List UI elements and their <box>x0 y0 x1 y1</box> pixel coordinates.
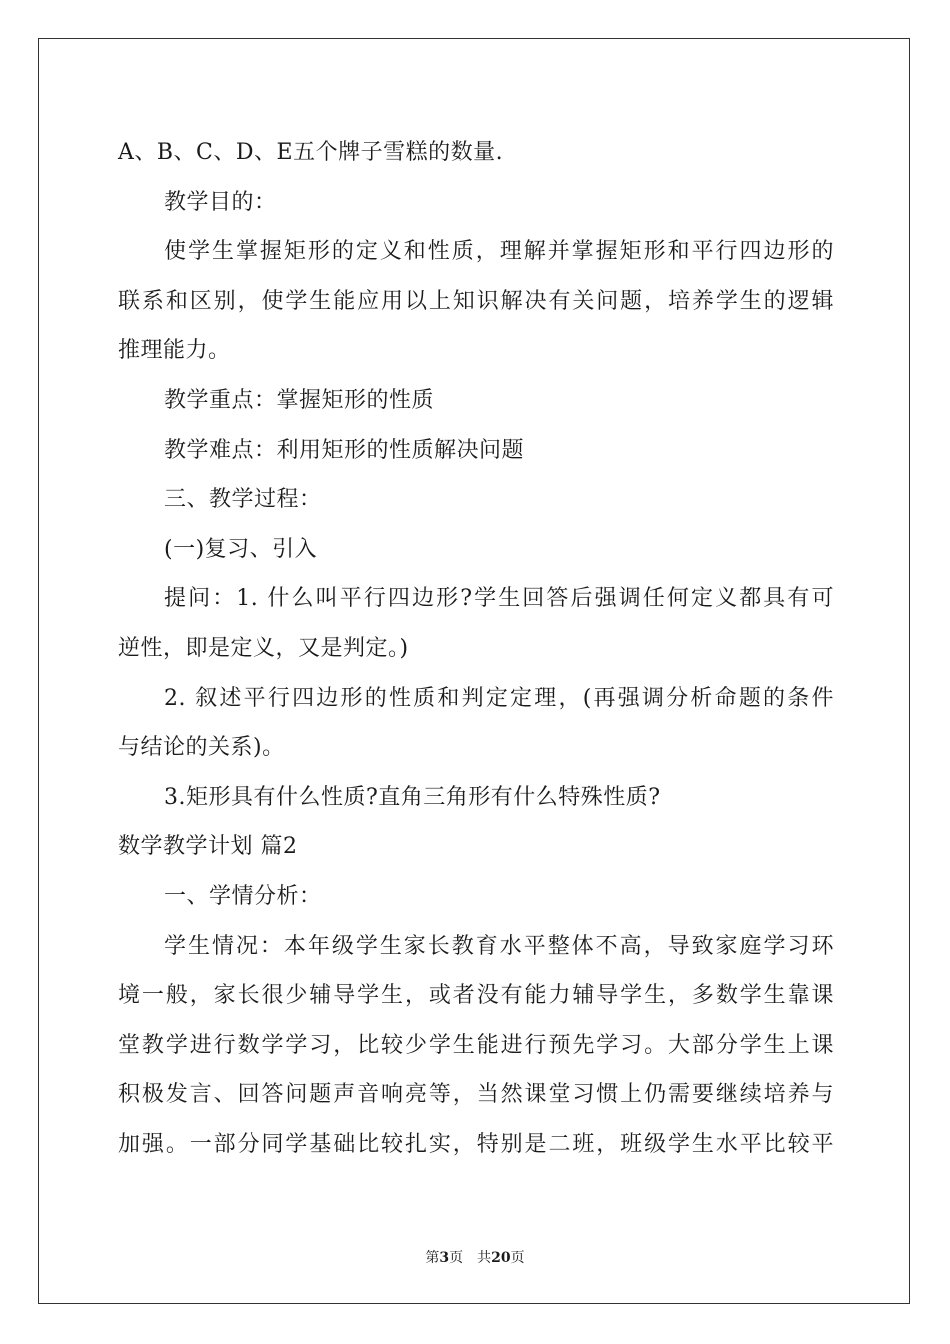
subsection-heading: (一)复习、引入 <box>164 536 318 562</box>
text-line-20: 积极发言、回答问题声音响亮等，当然课堂习惯上仍需要继续培养与 <box>118 1082 834 1108</box>
total-suffix: 页 <box>510 1250 525 1266</box>
section-heading: 三、教学过程： <box>164 487 322 513</box>
text-line-17: 学生情况：本年级学生家长教育水平整体不高，导致家庭学习环 <box>164 933 834 959</box>
text-line-7: 教学难点：利用矩形的性质解决问题 <box>164 437 525 463</box>
article-title: 数学教学计划 篇2 <box>118 834 298 860</box>
text-line-4: 联系和区别，使学生能应用以上知识解决有关问题，培养学生的逻辑 <box>118 288 834 314</box>
text-line-10: 提问：1. 什么叫平行四边形?学生回答后强调任何定义都具有可 <box>164 586 834 612</box>
text-line-14: 3.矩形具有什么性质?直角三角形有什么特殊性质? <box>164 784 661 810</box>
text-line-21: 加强。一部分同学基础比较扎实，特别是二班，班级学生水平比较平 <box>118 1131 834 1157</box>
total-prefix: 共 <box>477 1250 492 1266</box>
text-line-1: A、B、C、D、E五个牌子雪糕的数量. <box>118 140 504 165</box>
text-line-18: 境一般，家长很少辅导学生，或者没有能力辅导学生，多数学生靠课 <box>118 983 834 1009</box>
text-line-13: 与结论的关系)。 <box>118 735 285 761</box>
page-current: 3 <box>439 1250 450 1266</box>
text-line-2: 教学目的： <box>164 189 277 215</box>
text-line-12: 2. 叙述平行四边形的性质和判定定理，(再强调分析命题的条件 <box>164 685 834 711</box>
document-body <box>118 128 834 1169</box>
text-line-19: 堂教学进行数学学习，比较少学生能进行预先学习。大部分学生上课 <box>118 1032 834 1058</box>
page-prefix: 第 <box>425 1250 440 1266</box>
text-line-5: 推理能力。 <box>118 338 231 364</box>
section-heading: 一、学情分析： <box>164 883 322 909</box>
page-suffix: 页 <box>449 1250 464 1266</box>
page-footer <box>0 1247 950 1267</box>
text-line-3: 使学生掌握矩形的定义和性质，理解并掌握矩形和平行四边形的 <box>164 239 834 265</box>
text-line-11: 逆性，即是定义，又是判定。) <box>118 635 409 661</box>
page-total: 20 <box>491 1250 511 1266</box>
text-line-6: 教学重点：掌握矩形的性质 <box>164 387 435 413</box>
